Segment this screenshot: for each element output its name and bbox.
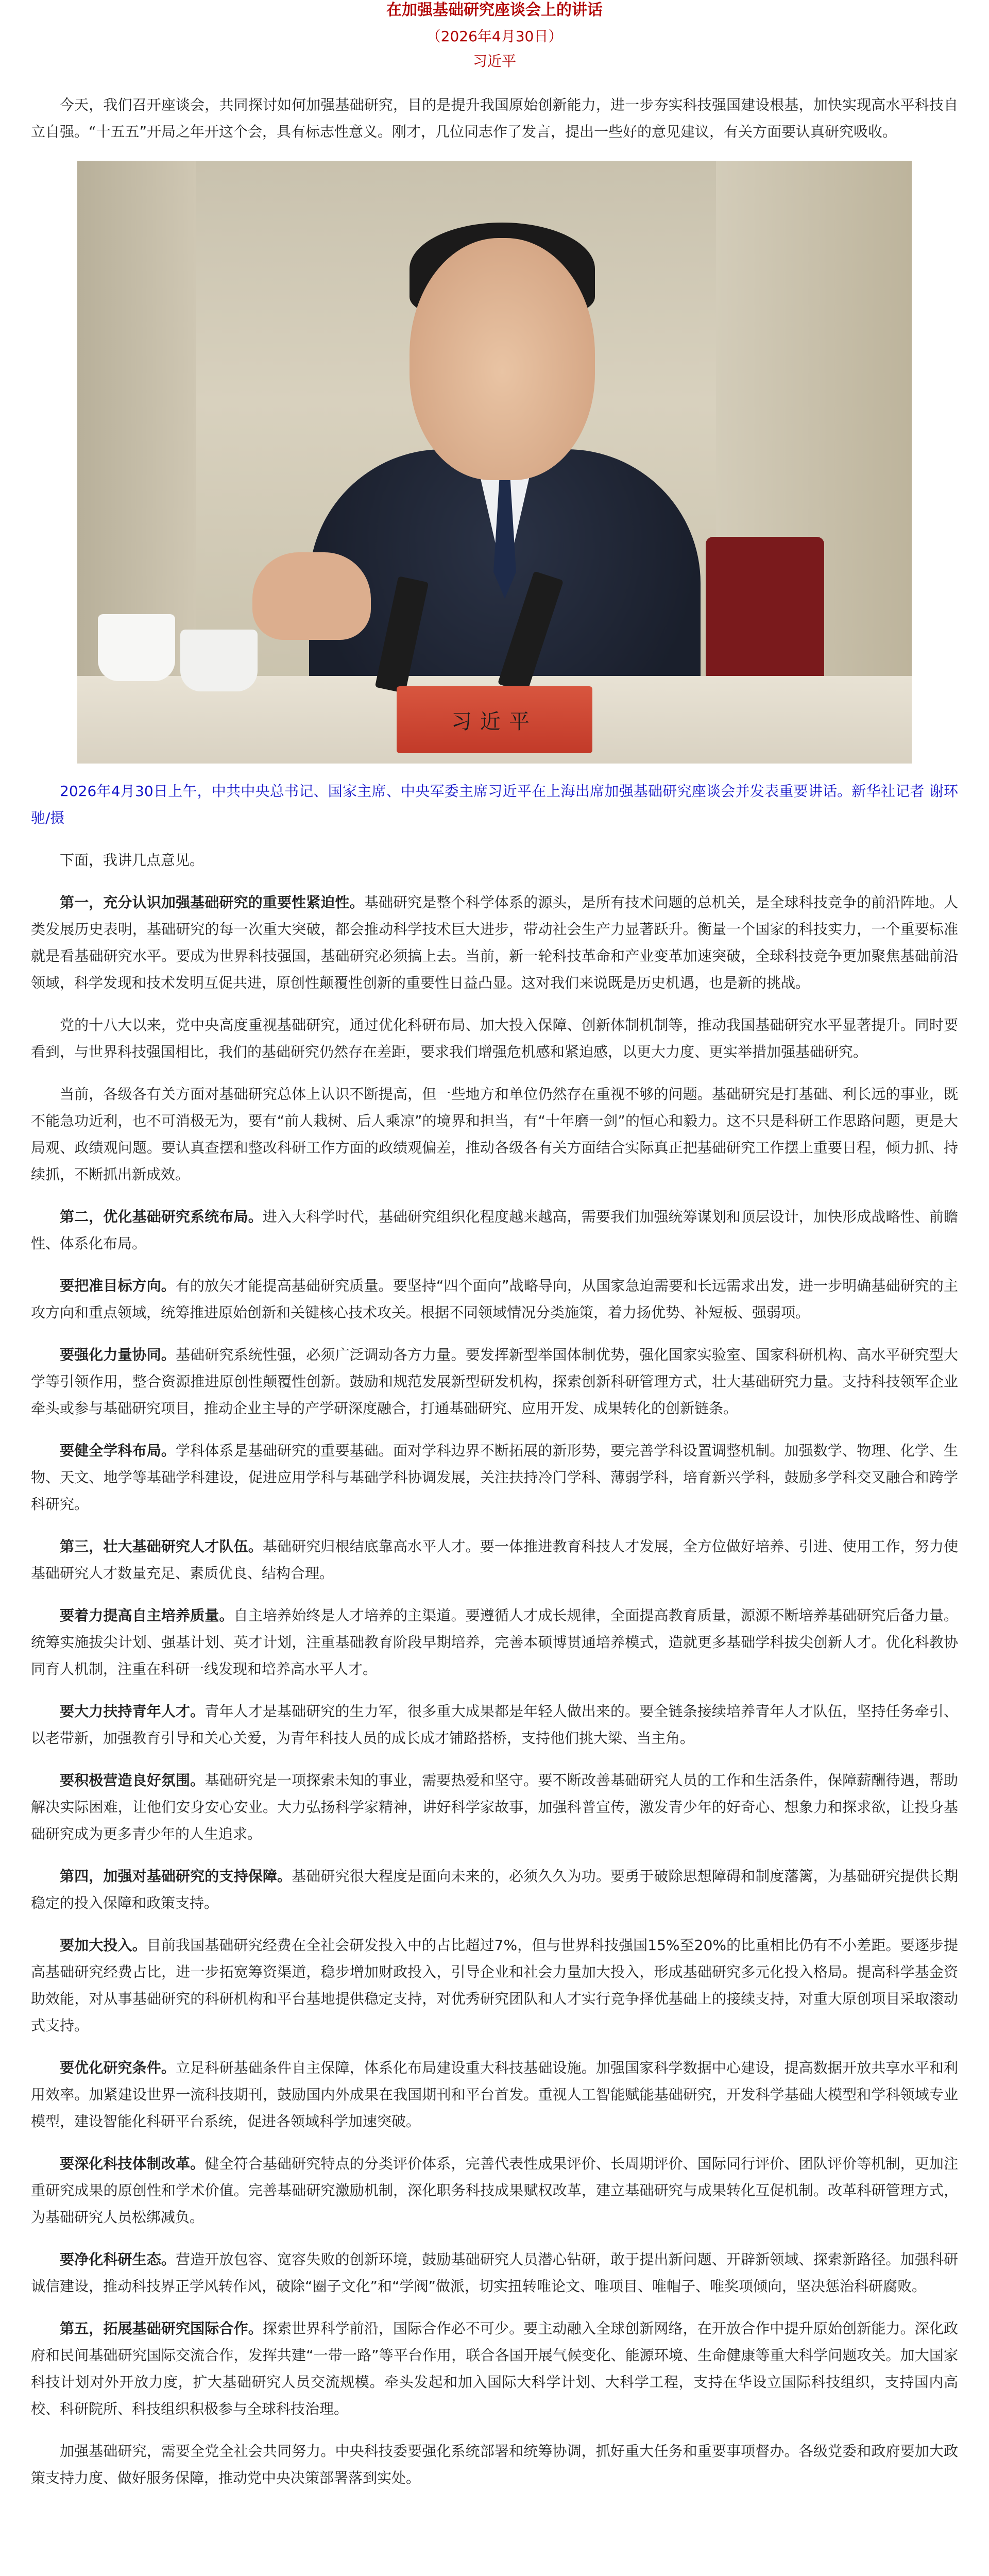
body-paragraph [31,2150,958,2231]
nameplate: 习近平 [397,686,592,753]
paragraph-heading: 第一，充分认识加强基础研究的重要性紧迫性。 [60,894,364,911]
paragraph-text: 立足科研基础条件自主保障，体系化布局建设重大科技基础设施。加强国家科学数据中心建设，提高数据开放共享水平和利用效率。加紧建设世界一流科技期刊，鼓励国内外成果在我国期刊和平台首发。重视人工智能赋能基础研究，开发科学基础大模型和学科领域专业模型，建设智能化科研平台系统，促进各领域科学加速突破。 [31,2059,958,2130]
paragraph-text: 当前，各级各有关方面对基础研究总体上认识不断提高，但一些地方和单位仍然存在重视不够的问题。基础研究是打基础、利长远的事业，既不能急功近利，也不可消极无为，要有“前人栽树、后人乘凉”的境界和担当，有“十年磨一剑”的恒心和毅力。这不只是科研工作思路问题，更是大局观、政绩观问题。要认真查摆和整改科研工作方面的政绩观偏差，推动各级各有关方面结合实际真正把基础研究工作摆上重要日程，倾力抓、持续抓，不断抓出新成效。 [31,1086,958,1183]
paragraph-heading: 要着力提高自主培养质量。 [60,1607,234,1624]
paragraph-text: 探索世界科学前沿，国际合作必不可少。要主动融入全球创新网络，在开放合作中提升原始创新能力。深化政府和民间基础研究国际交流合作，发挥共建“一带一路”等平台作用，联合各国开展气候变化、能源环境、生命健康等重大科学问题攻关。加大国家科技计划对外开放力度，扩大基础研究人员交流规模。牵头发起和加入国际大科学计划、大科学工程，支持在华设立国际科技组织，支持国内高校、科研院所、科技组织积极参与全球科技治理。 [31,2320,958,2417]
paragraph-text: 健全符合基础研究特点的分类评价体系，完善代表性成果评价、长周期评价、国际同行评价、团队评价等机制，更加注重研究成果的原创性和学术价值。完善基础研究激励机制，深化职务科技成果赋权改革，建立基础研究与成果转化互促机制。改革科研管理方式，为基础研究人员松绑减负。 [31,2155,958,2226]
paragraph-heading: 要强化力量协同。 [60,1346,176,1363]
body-paragraph [31,1342,958,1422]
paragraph-heading: 第三，壮大基础研究人才队伍。 [60,1538,263,1555]
article-date: （2026年4月30日） [426,28,563,45]
paragraph-text: 自主培养始终是人才培养的主渠道。要遵循人才成长规律，全面提高教育质量，源源不断培养基础研究后备力量。统筹实施拔尖计划、强基计划、英才计划，注重基础教育阶段早期培养，完善本硕博贯通培养模式，造就更多基础学科拔尖创新人才。优化科教协同育人机制，注重在科研一线发现和培养高水平人才。 [31,1607,958,1677]
paragraph-text: 进入大科学时代，基础研究组织化程度越来越高，需要我们加强统筹谋划和顶层设计，加快形成战略性、前瞻性、体系化布局。 [31,1208,958,1252]
paragraph-text: 基础研究归根结底靠高水平人才。要一体推进教育科技人才发展，全方位做好培养、引进、使用工作，努力使基础研究人才数量充足、素质优良、结构合理。 [31,1538,958,1582]
body-paragraph [31,1932,958,2039]
paragraph-heading: 要净化科研生态。 [60,2251,176,2268]
body-paragraph [31,1767,958,1848]
intro-paragraph: 今天，我们召开座谈会，共同探讨如何加强基础研究，目的是提升我国原始创新能力，进一步夯实科技强国建设根基，加快实现高水平科技自立自强。“十五五”开局之年开这个会，具有标志性意义。刚才，几位同志作了发言，提出一些好的意见建议，有关方面要认真研究吸收。 [31,96,958,140]
paragraph-text: 青年人才是基础研究的生力军，很多重大成果都是年轻人做出来的。要全链条接续培养青年人才队伍，坚持任务牵引、以老带新，加强教育引导和关心关爱，为青年科技人员的成长成才铺路搭桥，支持他们挑大梁、当主角。 [31,1703,958,1747]
paragraph-text: 基础研究是一项探索未知的事业，需要热爱和坚守。要不断改善基础研究人员的工作和生活条件，保障薪酬待遇，帮助解决实际困难，让他们安身安心安业。大力弘扬科学家精神，讲好科学家故事，加强科普宣传，激发青少年的好奇心、想象力和探求欲，让投身基础研究成为更多青少年的人生追求。 [31,1772,958,1842]
paragraph-heading: 第二，优化基础研究系统布局。 [60,1208,263,1225]
paragraph-heading: 要大力扶持青年人才。 [60,1703,205,1720]
article-author: 习近平 [472,53,516,70]
paragraph-text: 基础研究系统性强，必须广泛调动各方力量。要发挥新型举国体制优势，强化国家实验室、国家科研机构、高水平研究型大学等引领作用，整合资源推进原创性颠覆性创新。鼓励和规范发展新型研发机构，探索创新科研管理方式，壮大基础研究力量。支持科技领军企业牵头或参与基础研究项目，推动企业主导的产学研深度融合，打通基础研究、应用开发、成果转化的创新链条。 [31,1346,958,1417]
paragraph-text: 下面，我讲几点意见。 [60,852,204,869]
paragraph-text: 学科体系是基础研究的重要基础。面对学科边界不断拓展的新形势，要完善学科设置调整机制。加强数学、物理、化学、生物、天文、地学等基础学科建设，促进应用学科与基础学科协调发展，关注扶持冷门学科、薄弱学科，培育新兴学科，鼓励多学科交叉融合和跨学科研究。 [31,1442,958,1513]
teacup [98,614,175,681]
paragraph-heading: 要积极营造良好氛围。 [60,1772,205,1789]
paragraph-text: 加强基础研究，需要全党全社会共同努力。中央科技委要强化系统部署和统筹协调，抓好重大任务和重要事项督办。各级党委和政府要加大政策支持力度、做好服务保障，推动党中央决策部署落到实处。 [31,2443,958,2486]
body-paragraph [31,1012,958,1065]
body-paragraph [31,2315,958,2422]
body-paragraph [31,1602,958,1683]
speaker-head [410,238,595,480]
body-paragraph [31,1273,958,1326]
paragraph-heading: 第五，拓展基础研究国际合作。 [60,2320,263,2337]
paragraph-text: 有的放矢才能提高基础研究质量。要坚持“四个面向”战略导向，从国家急迫需要和长远需求出发，进一步明确基础研究的主攻方向和重点领域，统筹推进原始创新和关键核心技术攻关。根据不同领域情况分类施策，着力扬优势、补短板、强弱项。 [31,1277,958,1321]
body-paragraph [31,1533,958,1587]
body-paragraph [31,2246,958,2300]
body-paragraph [31,1437,958,1518]
body-paragraph [31,889,958,996]
photo-caption: 2026年4月30日上午，中共中央总书记、国家主席、中央军委主席习近平在上海出席加强基础研究座谈会并发表重要讲话。新华社记者 谢环驰/摄 [31,783,958,826]
body-paragraph [31,1698,958,1752]
paragraph-heading: 要深化科技体制改革。 [60,2155,205,2172]
article-title: 在加强基础研究座谈会上的讲话 [386,1,603,19]
body-paragraph [31,1081,958,1188]
body-paragraph [31,847,958,874]
body-paragraph [31,2438,958,2492]
paragraph-heading: 要优化研究条件。 [60,2059,176,2076]
paragraph-text: 党的十八大以来，党中央高度重视基础研究，通过优化科研布局、加大投入保障、创新体制机制等，推动我国基础研究水平显著提升。同时要看到，与世界科技强国相比，我们的基础研究仍然存在差距，要求我们增强危机感和紧迫感，以更大力度、更实举措加强基础研究。 [31,1016,958,1060]
body-paragraph [31,1204,958,1257]
news-photo [77,161,912,764]
speaker-hand [252,552,371,640]
paragraph-text: 目前我国基础研究经费在全社会研发投入中的占比超过7%，但与世界科技强国15%至20%的比重相比仍有不小差距。要逐步提高基础研究经费占比，进一步拓宽筹资渠道，稳步增加财政投入，引导企业和社会力量加大投入，形成基础研究多元化投入格局。提高科学基金资助效能，对从事基础研究的科研机构和平台基地提供稳定支持，对优秀研究团队和人才实行竞争择优基础上的接续支持，对重大原创项目采取滚动式支持。 [31,1937,958,2034]
article-body [31,847,958,2492]
paragraph-heading: 第四，加强对基础研究的支持保障。 [60,1868,292,1885]
teacup [180,630,258,691]
body-paragraph [31,1863,958,1917]
paragraph-text: 基础研究很大程度是面向未来的，必须久久为功。要勇于破除思想障碍和制度藩篱，为基础研究提供长期稳定的投入保障和政策支持。 [31,1868,958,1911]
body-paragraph [31,2055,958,2135]
paragraph-text: 基础研究是整个科学体系的源头，是所有技术问题的总机关，是全球科技竞争的前沿阵地。人类发展历史表明，基础研究的每一次重大突破，都会推动科学技术巨大进步，带动社会生产力显著跃升。衡量一个国家的科技实力，一个重要标准就是看基础研究水平。要成为世界科技强国，基础研究必须搞上去。当前，新一轮科技革命和产业变革加速突破，全球科技竞争更加聚焦基础前沿领域，科学发现和技术发明互促共进，原创性颠覆性创新的重要性日益凸显。这对我们来说既是历史机遇，也是新的挑战。 [31,894,958,991]
article [31,0,958,2492]
paragraph-heading: 要加大投入。 [60,1937,147,1954]
paragraph-heading: 要健全学科布局。 [60,1442,176,1459]
paragraph-text: 营造开放包容、宽容失败的创新环境，鼓励基础研究人员潜心钻研，敢于提出新问题、开辟新领域、探索新路径。加强科研诚信建设，推动科技界正学风转作风，破除“圈子文化”和“学阀”做派，切实扭转唯论文、唯项目、唯帽子、唯奖项倾向，坚决惩治科研腐败。 [31,2251,958,2295]
paragraph-heading: 要把准目标方向。 [60,1277,176,1294]
